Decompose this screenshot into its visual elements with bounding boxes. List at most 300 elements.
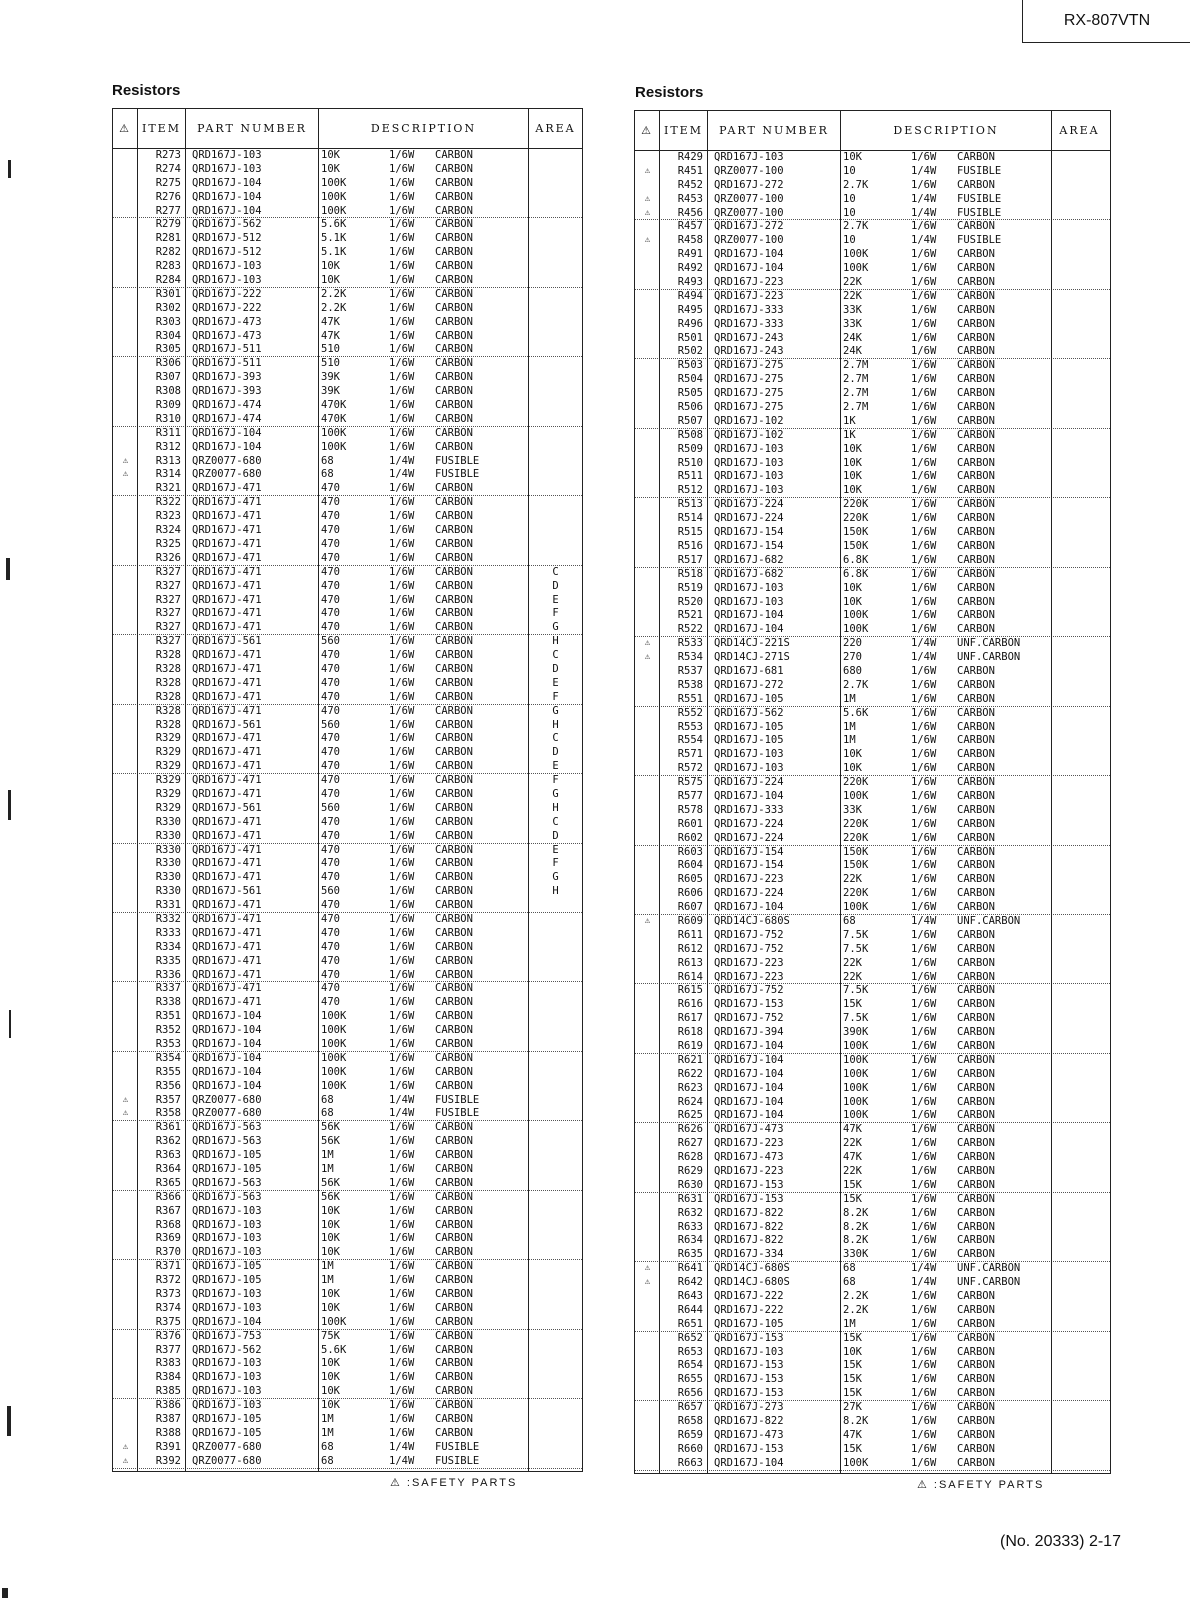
type-cell: CARBON xyxy=(435,621,473,634)
safety-mark xyxy=(113,191,138,205)
value-cell: 68 xyxy=(843,914,856,927)
item-cell: R326 xyxy=(155,551,181,564)
item-cell: R312 xyxy=(155,440,181,453)
part-number-cell: QRD167J-334 xyxy=(714,1248,784,1261)
safety-mark xyxy=(113,330,138,344)
type-cell: CARBON xyxy=(957,1345,995,1358)
item-cell: R641 xyxy=(677,1262,703,1275)
area-cell xyxy=(1051,707,1106,721)
safety-mark xyxy=(113,802,138,816)
type-cell: CARBON xyxy=(957,317,995,330)
area-cell xyxy=(1051,470,1106,484)
item-cell: R452 xyxy=(677,178,703,191)
value-cell: 10K xyxy=(843,748,862,761)
safety-mark xyxy=(635,1179,660,1192)
safety-mark xyxy=(635,1137,660,1151)
item-cell: R518 xyxy=(677,567,703,580)
wattage-cell: 1/6W xyxy=(389,1315,415,1328)
type-cell: FUSIBLE xyxy=(435,468,480,481)
value-cell: 7.5K xyxy=(843,984,869,997)
wattage-cell: 1/6W xyxy=(911,859,937,872)
wattage-cell: 1/6W xyxy=(389,149,415,161)
wattage-cell: 1/6W xyxy=(911,1428,937,1441)
wattage-cell: 1/6W xyxy=(389,1260,415,1273)
safety-mark xyxy=(635,804,660,818)
item-cell: R329 xyxy=(155,732,181,745)
part-number-cell: QRD167J-104 xyxy=(192,1315,262,1328)
item-cell: R376 xyxy=(155,1329,181,1342)
item-cell: R429 xyxy=(677,151,703,163)
part-number-cell: QRD167J-223 xyxy=(714,289,784,302)
type-cell: CARBON xyxy=(435,1149,473,1162)
safety-mark xyxy=(635,1415,660,1429)
value-cell: 8.2K xyxy=(843,1220,869,1233)
wattage-cell: 1/6W xyxy=(389,482,415,495)
type-cell: CARBON xyxy=(435,885,473,898)
area-cell xyxy=(529,1316,582,1329)
type-cell: CARBON xyxy=(957,1026,995,1039)
item-cell: R330 xyxy=(155,885,181,898)
part-number-cell: QRD167J-474 xyxy=(192,412,262,425)
type-cell: CARBON xyxy=(435,1232,473,1245)
part-number-cell: QRD167J-471 xyxy=(192,843,262,856)
type-cell: CARBON xyxy=(957,1012,995,1025)
type-cell: CARBON xyxy=(435,524,473,537)
table-row xyxy=(113,816,582,830)
table-row xyxy=(113,496,582,510)
safety-mark xyxy=(113,1163,138,1177)
area-cell xyxy=(1051,679,1106,693)
area-cell xyxy=(1051,1290,1106,1304)
safety-mark xyxy=(635,345,660,358)
safety-mark xyxy=(113,649,138,663)
part-number-cell: QRD167J-471 xyxy=(192,912,262,925)
value-cell: 100K xyxy=(321,1051,347,1064)
area-cell xyxy=(529,1232,582,1246)
area-cell: G xyxy=(552,704,559,717)
item-cell: R275 xyxy=(155,176,181,189)
safety-mark xyxy=(113,1038,138,1051)
wattage-cell: 1/4W xyxy=(389,454,415,467)
scan-mark xyxy=(9,1010,11,1038)
wattage-cell: 1/6W xyxy=(389,871,415,884)
safety-mark xyxy=(113,260,138,274)
wattage-cell: 1/6W xyxy=(911,345,937,358)
item-cell: R495 xyxy=(677,303,703,316)
table-row xyxy=(113,1232,582,1246)
type-cell: UNF.CARBON xyxy=(957,1276,1021,1289)
value-cell: 33K xyxy=(843,303,862,316)
value-cell: 68 xyxy=(321,1454,334,1467)
value-cell: 150K xyxy=(843,845,869,858)
area-cell xyxy=(1051,1151,1106,1165)
safety-mark xyxy=(113,857,138,871)
type-cell: CARBON xyxy=(957,401,995,414)
wattage-cell: 1/6W xyxy=(389,607,415,620)
table-row xyxy=(113,941,582,955)
item-cell: R314 xyxy=(155,468,181,481)
part-number-cell: QRD167J-222 xyxy=(192,301,262,314)
safety-mark xyxy=(635,1429,660,1443)
item-cell: R276 xyxy=(155,190,181,203)
area-cell xyxy=(529,205,582,218)
wattage-cell: 1/6W xyxy=(389,1246,415,1259)
type-cell: CARBON xyxy=(435,190,473,203)
value-cell: 470 xyxy=(321,746,340,759)
area-cell xyxy=(529,1107,582,1120)
value-cell: 100K xyxy=(843,1067,869,1080)
safety-mark xyxy=(635,457,660,471)
type-cell: CARBON xyxy=(435,926,473,939)
type-cell: CARBON xyxy=(957,1137,995,1150)
type-cell: CARBON xyxy=(957,414,995,427)
part-number-cell: QRD167J-512 xyxy=(192,232,262,245)
item-cell: R333 xyxy=(155,926,181,939)
type-cell: CARBON xyxy=(957,1387,995,1400)
wattage-cell: 1/6W xyxy=(389,1218,415,1231)
value-cell: 150K xyxy=(843,526,869,539)
type-cell: CARBON xyxy=(957,1206,995,1219)
type-cell: CARBON xyxy=(435,399,473,412)
part-number-cell: QRD167J-471 xyxy=(192,815,262,828)
area-cell xyxy=(1051,901,1106,914)
part-number-cell: QRD167J-103 xyxy=(714,595,784,608)
safety-mark xyxy=(635,304,660,318)
value-cell: 560 xyxy=(321,635,340,648)
type-cell: CARBON xyxy=(957,1401,995,1414)
value-cell: 22K xyxy=(843,873,862,886)
table-row xyxy=(113,1441,582,1455)
part-number-cell: QRD167J-103 xyxy=(192,1218,262,1231)
type-cell: CARBON xyxy=(957,887,995,900)
type-cell: CARBON xyxy=(435,371,473,384)
area-cell xyxy=(1051,262,1106,276)
wattage-cell: 1/6W xyxy=(911,845,937,858)
area-cell xyxy=(1051,1373,1106,1387)
safety-mark xyxy=(635,707,660,721)
wattage-cell: 1/6W xyxy=(389,315,415,328)
type-cell: CARBON xyxy=(957,289,995,302)
scan-mark xyxy=(2,1588,8,1598)
value-cell: 470 xyxy=(321,690,340,703)
wattage-cell: 1/6W xyxy=(911,1220,937,1233)
type-cell: CARBON xyxy=(435,1190,473,1203)
value-cell: 1M xyxy=(321,1163,334,1176)
value-cell: 470 xyxy=(321,787,340,800)
item-cell: R615 xyxy=(677,984,703,997)
wattage-cell: 1/6W xyxy=(389,426,415,439)
safety-mark xyxy=(635,1193,660,1207)
part-number-cell: QRD167J-104 xyxy=(192,440,262,453)
area-cell xyxy=(1051,387,1106,401)
safety-mark xyxy=(113,913,138,927)
type-cell: CARBON xyxy=(957,776,995,789)
part-number-cell: QRZ0077-100 xyxy=(714,164,784,177)
table-row xyxy=(113,719,582,733)
item-cell: R383 xyxy=(155,1357,181,1370)
wattage-cell: 1/6W xyxy=(389,857,415,870)
area-cell xyxy=(529,274,582,287)
part-number-cell: QRD167J-473 xyxy=(714,1428,784,1441)
value-cell: 15K xyxy=(843,1178,862,1191)
wattage-cell: 1/6W xyxy=(911,151,937,163)
table-row xyxy=(113,538,582,552)
value-cell: 47K xyxy=(321,315,340,328)
wattage-cell: 1/6W xyxy=(911,276,937,289)
type-cell: CARBON xyxy=(435,815,473,828)
part-number-cell: QRD167J-153 xyxy=(714,1373,784,1386)
part-number-cell: QRD167J-471 xyxy=(192,787,262,800)
type-cell: CARBON xyxy=(957,151,995,163)
table-row xyxy=(113,1163,582,1177)
safety-mark xyxy=(635,971,660,984)
table-row xyxy=(113,955,582,969)
table-row xyxy=(113,552,582,566)
table-row xyxy=(113,635,582,649)
safety-mark xyxy=(635,498,660,512)
area-cell: C xyxy=(552,565,559,578)
safety-mark xyxy=(635,748,660,762)
item-cell: R362 xyxy=(155,1135,181,1148)
part-number-cell: QRD167J-223 xyxy=(714,956,784,969)
wattage-cell: 1/6W xyxy=(911,956,937,969)
value-cell: 100K xyxy=(321,1038,347,1050)
safety-mark xyxy=(113,246,138,260)
area-cell xyxy=(529,1455,582,1468)
area-cell xyxy=(529,1274,582,1288)
safety-mark xyxy=(635,568,660,582)
value-cell: 6.8K xyxy=(843,567,869,580)
table-row xyxy=(113,566,582,580)
value-cell: 2.7M xyxy=(843,387,869,400)
wattage-cell: 1/6W xyxy=(911,1401,937,1414)
area-cell xyxy=(1051,151,1106,165)
value-cell: 100K xyxy=(843,1040,869,1052)
safety-mark xyxy=(635,901,660,914)
part-number-cell: QRD167J-222 xyxy=(714,1303,784,1316)
part-number-cell: QRD167J-471 xyxy=(192,926,262,939)
item-cell: R630 xyxy=(677,1178,703,1191)
area-cell xyxy=(1051,693,1106,706)
wattage-cell: 1/6W xyxy=(389,1190,415,1203)
part-number-cell: QRD167J-103 xyxy=(192,1385,262,1398)
wattage-cell: 1/6W xyxy=(911,664,937,677)
type-cell: CARBON xyxy=(435,1079,473,1092)
safety-mark xyxy=(113,774,138,788)
type-cell: CARBON xyxy=(435,1260,473,1273)
value-cell: 470 xyxy=(321,774,340,787)
wattage-cell: 1/6W xyxy=(911,248,937,261)
item-cell: R621 xyxy=(677,1053,703,1066)
safety-mark xyxy=(113,982,138,996)
value-cell: 5.6K xyxy=(321,218,347,231)
wattage-cell: 1/6W xyxy=(389,274,415,287)
area-cell xyxy=(1051,1443,1106,1457)
part-number-cell: QRD167J-471 xyxy=(192,579,262,592)
area-cell xyxy=(1051,1109,1106,1122)
type-cell: CARBON xyxy=(435,899,473,912)
area-cell xyxy=(1051,1234,1106,1248)
area-cell xyxy=(529,1080,582,1094)
table-row xyxy=(113,413,582,427)
wattage-cell: 1/6W xyxy=(389,1343,415,1356)
part-number-cell: QRD167J-103 xyxy=(714,748,784,761)
safety-mark: ⚠ xyxy=(644,207,651,218)
item-cell: R327 xyxy=(155,579,181,592)
area-cell xyxy=(1051,582,1106,596)
value-cell: 470 xyxy=(321,496,340,509)
area-cell xyxy=(529,232,582,246)
value-cell: 2.2K xyxy=(843,1290,869,1303)
value-cell: 10K xyxy=(321,274,340,287)
table-row xyxy=(113,1274,582,1288)
safety-mark xyxy=(635,665,660,679)
area-cell xyxy=(1051,721,1106,735)
value-cell: 100K xyxy=(321,204,347,217)
wattage-cell: 1/6W xyxy=(911,595,937,608)
value-cell: 100K xyxy=(321,1315,347,1328)
wattage-cell: 1/6W xyxy=(911,1248,937,1261)
table-row xyxy=(113,663,582,677)
safety-mark xyxy=(113,1219,138,1233)
value-cell: 470 xyxy=(321,593,340,606)
item-cell: R571 xyxy=(677,748,703,761)
item-cell: R451 xyxy=(677,164,703,177)
safety-mark xyxy=(635,1401,660,1415)
item-cell: R357 xyxy=(155,1093,181,1106)
part-number-cell: QRD167J-154 xyxy=(714,539,784,552)
type-cell: CARBON xyxy=(957,484,995,497)
part-number-cell: QRD167J-511 xyxy=(192,343,262,356)
value-cell: 560 xyxy=(321,885,340,898)
value-cell: 10 xyxy=(843,234,856,247)
wattage-cell: 1/6W xyxy=(389,232,415,245)
area-cell xyxy=(529,399,582,413)
item-cell: R508 xyxy=(677,428,703,441)
table-row xyxy=(113,357,582,371)
value-cell: 100K xyxy=(843,1053,869,1066)
item-cell: R386 xyxy=(155,1399,181,1412)
value-cell: 15K xyxy=(843,1373,862,1386)
area-cell xyxy=(1051,971,1106,984)
value-cell: 10 xyxy=(843,164,856,177)
area-cell xyxy=(529,177,582,191)
part-number-cell: QRD167J-243 xyxy=(714,331,784,344)
safety-mark xyxy=(635,1068,660,1082)
type-cell: CARBON xyxy=(957,1373,995,1386)
type-cell: CARBON xyxy=(435,426,473,439)
part-number-cell: QRD167J-103 xyxy=(192,1357,262,1370)
value-cell: 10K xyxy=(843,1345,862,1358)
wattage-cell: 1/6W xyxy=(389,843,415,856)
table-row xyxy=(113,1052,582,1066)
part-number-cell: QRD167J-103 xyxy=(192,1246,262,1259)
item-cell: R388 xyxy=(155,1426,181,1439)
item-cell: R642 xyxy=(677,1276,703,1289)
type-cell: CARBON xyxy=(435,1315,473,1328)
safety-mark: ⚠ xyxy=(644,193,651,204)
safety-mark xyxy=(113,1191,138,1205)
wattage-cell: 1/6W xyxy=(911,873,937,886)
safety-mark xyxy=(635,179,660,193)
part-number-cell: QRD167J-222 xyxy=(192,287,262,300)
value-cell: 1M xyxy=(321,1149,334,1162)
table-row xyxy=(113,927,582,941)
table-row xyxy=(113,1177,582,1191)
item-cell: R553 xyxy=(677,720,703,733)
area-cell xyxy=(1051,526,1106,540)
item-cell: R328 xyxy=(155,649,181,662)
wattage-cell: 1/6W xyxy=(911,1053,937,1066)
area-cell: D xyxy=(552,746,559,759)
table-row xyxy=(113,1385,582,1399)
wattage-cell: 1/6W xyxy=(389,1288,415,1301)
part-number-cell: QRD167J-272 xyxy=(714,678,784,691)
part-number-cell: QRD167J-223 xyxy=(714,276,784,289)
type-cell: CARBON xyxy=(435,1385,473,1398)
item-cell: R575 xyxy=(677,776,703,789)
wattage-cell: 1/6W xyxy=(389,412,415,425)
page-number: (No. 20333) 2-17 xyxy=(1000,1533,1121,1550)
value-cell: 10K xyxy=(321,1371,340,1384)
value-cell: 10K xyxy=(843,484,862,497)
safety-mark xyxy=(635,1373,660,1387)
part-number-cell: QRD167J-752 xyxy=(714,984,784,997)
value-cell: 470 xyxy=(321,815,340,828)
part-number-cell: QRD167J-471 xyxy=(192,732,262,745)
type-cell: CARBON xyxy=(435,496,473,509)
resistor-table-right xyxy=(634,110,1111,1474)
wattage-cell: 1/6W xyxy=(389,621,415,634)
wattage-cell: 1/6W xyxy=(911,998,937,1011)
safety-mark xyxy=(635,1387,660,1400)
safety-mark: ⚠ xyxy=(644,652,651,663)
value-cell: 39K xyxy=(321,371,340,384)
area-cell xyxy=(1051,332,1106,346)
table-header xyxy=(113,109,582,149)
safety-mark xyxy=(113,1232,138,1246)
wattage-cell: 1/6W xyxy=(389,1385,415,1398)
type-cell: CARBON xyxy=(435,315,473,328)
wattage-cell: 1/6W xyxy=(911,734,937,747)
item-cell: R644 xyxy=(677,1303,703,1316)
part-number-cell: QRD167J-471 xyxy=(192,746,262,759)
part-number-cell: QRD167J-562 xyxy=(192,1343,262,1356)
safety-mark: ⚠ xyxy=(122,1455,129,1466)
type-cell: FUSIBLE xyxy=(435,1454,480,1467)
item-cell: R323 xyxy=(155,510,181,523)
item-cell: R385 xyxy=(155,1385,181,1398)
safety-mark xyxy=(635,512,660,526)
wattage-cell: 1/6W xyxy=(389,1357,415,1370)
area-cell xyxy=(529,524,582,538)
value-cell: 2.7K xyxy=(843,178,869,191)
value-cell: 470 xyxy=(321,760,340,773)
part-number-cell: QRD167J-103 xyxy=(714,1345,784,1358)
item-cell: R651 xyxy=(677,1317,703,1330)
safety-mark xyxy=(113,969,138,982)
type-cell: FUSIBLE xyxy=(435,1093,480,1106)
type-cell: CARBON xyxy=(957,1303,995,1316)
table-row xyxy=(113,191,582,205)
type-cell: CARBON xyxy=(435,1024,473,1037)
item-cell: R656 xyxy=(677,1387,703,1400)
type-cell: CARBON xyxy=(957,748,995,761)
area-cell xyxy=(1051,220,1106,234)
type-cell: CARBON xyxy=(957,512,995,525)
value-cell: 470 xyxy=(321,968,340,981)
part-number-cell: QRD167J-104 xyxy=(192,1024,262,1037)
